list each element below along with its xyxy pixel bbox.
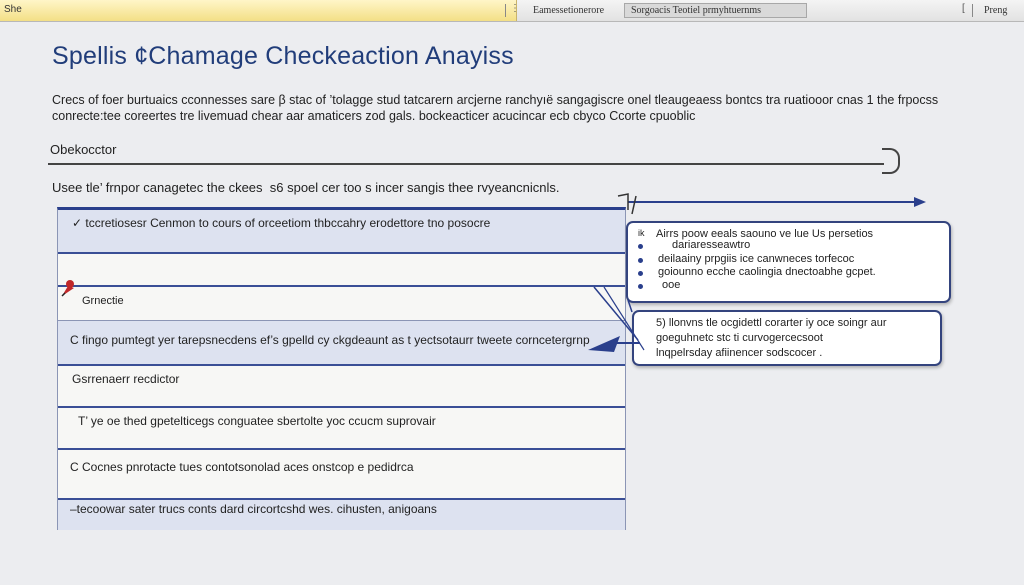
instructions-text: Usee tle’ frnpor canagetec the ckees s6 spoel cer too s incer sangis thee rvyeancnicnls. <box>52 180 560 195</box>
page-title: Spellis ¢Chamage Checkeaction Anayiss <box>52 42 514 70</box>
callout-item: goiounno ecche caolingia dnectoabhe gcpet. <box>658 266 876 278</box>
callout-line: goeguhnetc stc ti curvogercecsoot <box>656 332 823 344</box>
toolbar-center-label[interactable]: Eamessetionerore <box>533 5 605 16</box>
callout-line: 5) llonvns tle ocgidettl corarter iy oce soingr aur <box>656 317 887 329</box>
list-item-text: ✓ tccretiosesr Cenmon to cours of orceetiom thbccahry erodettore tno posocre <box>72 216 491 230</box>
callout-item: Airrs poow eeals saouno ve lue Us persetios <box>656 228 874 240</box>
arrow-right-icon <box>914 197 926 207</box>
list-item-text: Gsrrenaerr recdictor <box>72 372 180 386</box>
intro-line-2: conrecte:tee coreertes tre livemuad chear aar amaticers zod gals. bockeacticer acucincar ecb cbyco Ccorte cpuoblic <box>52 109 696 123</box>
connector-hook <box>618 194 628 210</box>
callout-marker: ik <box>638 228 645 238</box>
callout-connector <box>628 300 632 312</box>
toolbar-left-label: She <box>4 4 22 15</box>
list-item-text: C fingo pumtegt yer tarepsnecdens ef’s gpelld cy ckgdeaunt as t yectsotaurr tweete corncetergrnp <box>70 333 590 347</box>
list-item-text: C Cocnes pnrotacte tues contotsonolad aces onstcop e pedidrca <box>70 460 414 474</box>
diagonal-connector <box>594 287 638 340</box>
toolbar-right-label[interactable]: Preng <box>984 5 1008 16</box>
list-item-text: T’ ye oe thed gpetelticegs conguatee sbertolte yoc ccucm suprovair <box>78 414 436 428</box>
list-item-text: –tecoowar sater trucs conts dard circortcshd wes. cihusten, anigoans <box>70 502 437 516</box>
callout-item: dariaresseawtro <box>672 239 751 251</box>
bracket-icon[interactable]: [ <box>962 3 965 14</box>
callout-item: ooe <box>662 279 681 291</box>
callout-item: deilaainy prpgiis ice canwneces torfecoc <box>658 253 855 265</box>
toolbar-box-label: Sorgoacis Teotiel prmyhtuernms <box>631 5 762 16</box>
callout-line: lnqpelrsday afiinencer sodscocer . <box>656 347 823 359</box>
connector-tick <box>632 196 636 214</box>
intro-line-1: Crecs of foer burtuaics cconnesses sare β stac of ’tolagge stud tatcarern arcjerne ranchyıë sangagiscre onel tleaugeaess bontcs tra ruatiooor cnas 1 the frpocss <box>52 93 939 107</box>
grip-icon[interactable]: ⋮ <box>510 3 520 14</box>
section-label: Obekocctor <box>50 142 117 157</box>
list-item-text: Grnectie <box>82 295 124 307</box>
